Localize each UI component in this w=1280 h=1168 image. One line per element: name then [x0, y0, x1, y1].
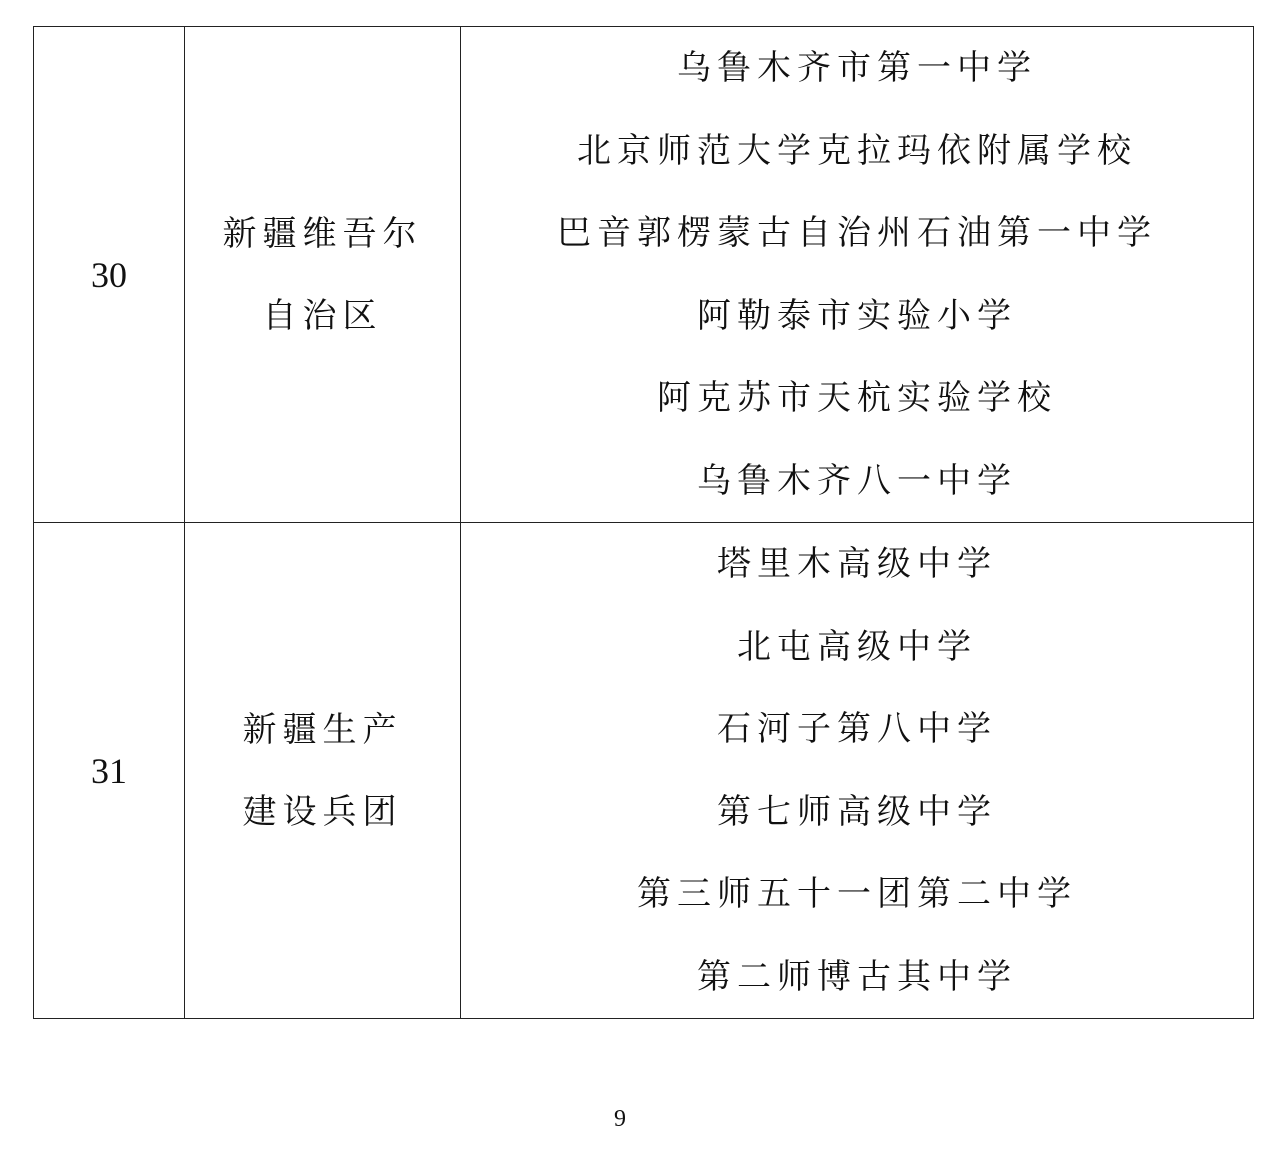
school-name: 第三师五十一团第二中学 — [637, 874, 1077, 914]
school-name: 阿勒泰市实验小学 — [697, 295, 1017, 336]
school-name: 石河子第八中学 — [717, 709, 997, 749]
school-name: 乌鲁木齐八一中学 — [697, 460, 1017, 501]
region-name-line: 新疆生产 — [242, 709, 403, 750]
region-cell — [185, 27, 461, 523]
school-name: 北屯高级中学 — [737, 626, 977, 667]
school-name: 第七师高级中学 — [717, 791, 997, 832]
school-list-table — [33, 26, 1254, 1019]
school-name: 第二师博古其中学 — [697, 956, 1017, 997]
school-name: 阿克苏市天杭实验学校 — [657, 378, 1057, 418]
row-number-cell — [34, 27, 185, 523]
schools-cell — [461, 27, 1254, 523]
table-row — [34, 27, 1254, 523]
school-name: 乌鲁木齐市第一中学 — [677, 48, 1037, 88]
school-name: 北京师范大学克拉玛依附属学校 — [577, 130, 1137, 171]
school-name: 塔里木高级中学 — [717, 544, 997, 584]
region-cell — [185, 523, 461, 1019]
row-number-cell — [34, 523, 185, 1019]
page-number: 9 — [614, 1106, 626, 1132]
row-number: 31 — [91, 750, 127, 791]
row-number: 30 — [91, 254, 127, 295]
region-name-line: 自治区 — [262, 295, 383, 336]
schools-cell — [461, 523, 1254, 1019]
school-name: 巴音郭楞蒙古自治州石油第一中学 — [557, 213, 1157, 253]
region-name-line: 建设兵团 — [242, 791, 403, 832]
table-row — [34, 523, 1254, 1019]
region-name-line: 新疆维吾尔 — [222, 213, 423, 254]
